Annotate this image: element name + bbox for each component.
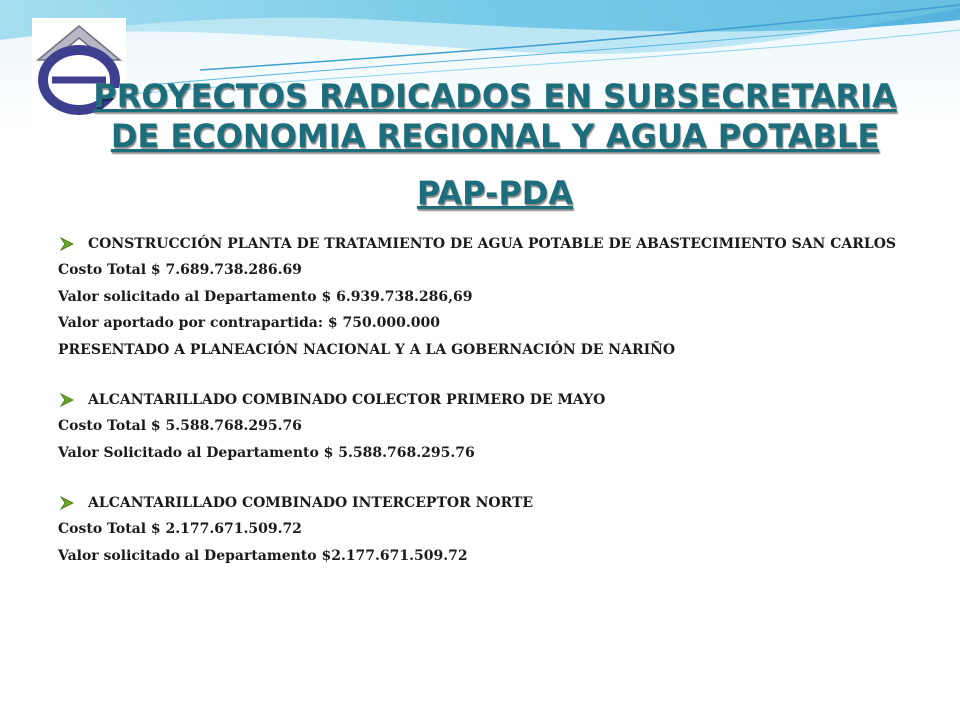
project-detail-line: Valor solicitado al Departamento $ 6.939.738.286,69 (58, 288, 473, 305)
arrow-bullet-icon (60, 393, 74, 407)
project-detail-line: Costo Total $ 7.689.738.286.69 (58, 262, 302, 278)
project-name: ALCANTARILLADO COMBINADO INTERCEPTOR NORTE (88, 495, 534, 511)
project-list (58, 233, 918, 569)
project-name: ALCANTARILLADO COMBINADO COLECTOR PRIMERO DE MAYO (88, 392, 606, 408)
project-detail-line: Valor Solicitado al Departamento $ 5.588.768.295.76 (58, 444, 475, 461)
project-detail-line: PRESENTADO A PLANEACIÓN NACIONAL Y A LA GOBERNACIÓN DE NARIÑO (58, 341, 676, 358)
project-heading (58, 233, 918, 255)
project-detail-line: Valor aportado por contrapartida: $ 750.000.000 (58, 315, 440, 331)
project-heading (58, 389, 918, 411)
title-line-2: DE ECONOMIA REGIONAL Y AGUA POTABLE (110, 117, 880, 155)
project-detail-line: Costo Total $ 5.588.768.295.76 (58, 418, 302, 434)
project-heading (58, 492, 918, 514)
title-line-3: PAP-PDA (416, 174, 574, 212)
arrow-bullet-icon (60, 237, 74, 251)
project-name: CONSTRUCCIÓN PLANTA DE TRATAMIENTO DE AGUA POTABLE DE ABASTECIMIENTO SAN CARLOS (88, 236, 897, 252)
title-line-1: PROYECTOS RADICADOS EN SUBSECRETARIA (93, 77, 897, 115)
project-detail-line: Costo Total $ 2.177.671.509.72 (58, 521, 302, 537)
project-detail-line: Valor solicitado al Departamento $2.177.671.509.72 (58, 547, 468, 564)
arrow-bullet-icon (60, 496, 74, 510)
